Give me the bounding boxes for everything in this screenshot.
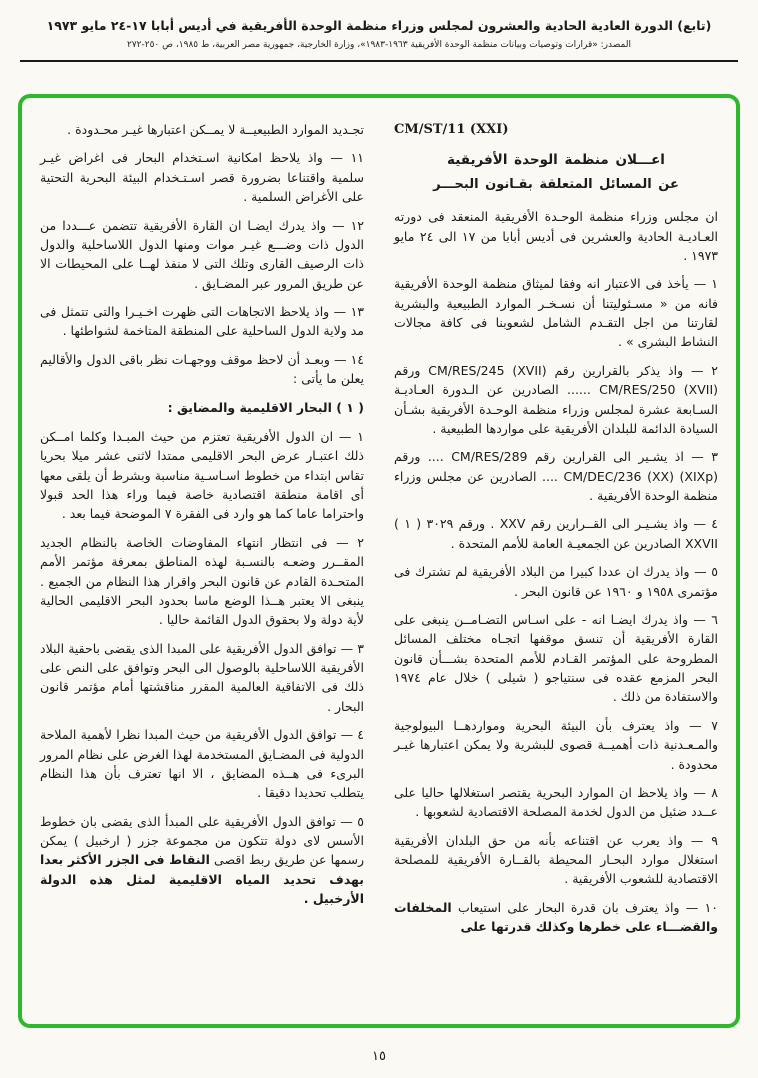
paragraph-2: ٢ — واذ يذكر بالقرارين رقم CM/RES/245 (XVII) ورقم CM/RES/250 (XVII) ...... الصادرين عن الـدورة العـاديـة السـابعة عشرة لمجلس وزراء منظمة الوحـدة الأفريقية بشـأن السيادة الدائمة للبلدان الأفريقية على مواردها الطبيعية . <box>394 362 719 436</box>
header-title: (تابع) الدورة العادية الحادية والعشرون لمجلس وزراء منظمة الوحدة الأفريقية في أديس أبابا ١٧-٢٤ مايو ١٩٧٣ <box>46 18 712 33</box>
paragraph-1: ١ — يأخذ فى الاعتبار انه وفقا لميثاق منظمة الوحدة الأفريقية فانه من « مسـئوليتنا أن نسـخـر الموارد الطبيعية والبشرية لقارتنا من اجل التقـدم الشامل لشعوبنا فى كافة مجالات النشاط البشرى » . <box>394 276 718 350</box>
document-title-line2: عن المسائل المتعلقة بقـانون البحـــر <box>433 177 679 193</box>
section-paragraph-1: ١ — ان الدول الأفريقية تعتزم من حيث المبـدا وكلما امــكن ذلك اعتبـار عرض البحر الاقليمى ممتدا لاثنى عشر ميلا بحريا تقاس ابتداء من خطوط اسـاسـية مناسبة وبشرط أن يلقى معها أى اقامة منطقة اقتصادية خاصة فيما وراء هذا الحد قبولا واحتراما عاما كما هو وارد فى الفقرة ٧ الموضحة فيما بعد . <box>40 428 364 522</box>
paragraph-11: ١١ — واذ يلاحظ امكانية اسـتخدام البحار فى اغراض غيـر سلمية واقتناعا بضرورة قصر اسـتـخدام البيئة البحرية التحتية على الأغراض السلمية . <box>40 150 364 205</box>
paragraph-bold-text: النقاط فى الجزر الأكثر بعدا بهدف تحديد المياه الاقليمية لمثل هذه الدولة الأرخبيل . <box>40 852 364 907</box>
paragraph-7: ٧ — واذ يعترف بأن البيئة البحرية ومواردهــا البيولوجية والمـعـدنية ذات أهميــة قصوى للبشرية ولا يمكن اعتبارها غيـر محدودة . <box>394 717 718 772</box>
header-divider <box>20 60 738 62</box>
paragraph-8: ٨ — واذ يلاحظ ان الموارد البحرية يقتصر استغلالها حاليا على عــدد ضئيل من الدول لخدمة المصلحة الاقتصادية لشعوبها . <box>394 784 718 820</box>
intro-paragraph: ان مجلس وزراء منظمة الوحـدة الأفريقية المنعقد فى دورته العـاديـة الحادية والعشرين فى أديس أبابا من ١٧ الى ٢٤ مايو ١٩٧٣ . <box>394 209 718 263</box>
page-number: ١٥ <box>372 1049 386 1064</box>
paragraph-12: ١٢ — واذ يدرك ايضـا ان القارة الأفريقية تتضمن عـــددا من الدول ذات وضـــع غيـر موات ومنها الدول اللاساحلية والدول ذات الرصيف القارى وتلك التى لا منفذ لهــا على المحيطات الا عن طريق المرور عبر المضـايق . <box>40 217 364 291</box>
page-header <box>0 0 758 62</box>
content-border-box <box>18 94 740 1028</box>
paragraph-text: ١٠ — واذ يعترف بان قدرة البحار على استيعاب <box>451 899 718 915</box>
header-source: المصدر: «قرارات وتوصيات وبيانات منظمة الوحدة الأفريقية ١٩٦٣-١٩٨٣»، وزارة الخارجية، جمهورية مصر العربية، ط ١٩٨٥، ص ٢٥٠-٢٧٢ <box>127 40 631 50</box>
columns <box>40 120 718 1010</box>
paragraph-9: ٩ — واذ يعرب عن اقتناعه بأنه من حق البلدان الأفريقية استغلال موارد البحـار المحيطة بالقــارة الأفريقية للمصلحة الاقتصادية للشعوب الأفريقية . <box>394 832 718 887</box>
paragraph-13: ١٣ — واذ يلاحظ الاتجاهات التى ظهرت اخـيـرا والتى تتمثل فى مد ولاية الدول الساحلية على المنطقة المتاخمة لشواطئها . <box>40 304 364 339</box>
paragraph-bold-text: المخلفات والقضـــاء على خطرها وكذلك قدرتها على <box>394 899 718 935</box>
left-column <box>40 120 364 1010</box>
section-paragraph-5 <box>40 812 364 909</box>
paragraph-3: ٣ — اذ يشـير الى القرارين رقم CM/RES/289 .... ورقم CM/DEC/236 (XX) (XIXp) .... الصادرين عن مجلس وزراء منظمة الوحدة الأفريقية . <box>394 449 719 504</box>
right-column <box>394 120 718 1010</box>
section-paragraph-3: ٣ — توافق الدول الأفريقية على المبدا الذى يقضى باحقية البلاد الأفريقية اللاساحلية بالوصول الى البحر وتوافق على النص على ذلك فى الاتفاقية العالمية المقرر مناقشتها أمام مؤتمر قانون البحار . <box>40 640 364 714</box>
section-paragraph-2: ٢ — فى انتظار انتهاء المفاوضات الخاصة بالنظام الجديد المقــرر وضعـه بالنسـبة لهذه المناطق بمعرفة مؤتمر الأمم المتحـدة القادم عن قانون البحر واقرار هذا النظام من الجميع . ينبغى الا يعتبر هــذا الوضع ماسا بحدود البحر الاقليمى الحالية لأية دولة ولا بحقوق الدول القائمة حاليا . <box>40 534 364 628</box>
paragraph-6: ٦ — واذ يدرك ايضـا انه - على اسـاس التضـامــن ينبغى على القارة الأفريقية أن تنسق موقفها اتجـاه مختلف المسائل المطروحة على المؤتمر القـادم للأمم المتحدة بشـــأن قانون البحر المزمع عقده فى سنتياجو ( شيلى ) خلال عام ١٩٧٤ والاستفادة من ذلك . <box>394 611 718 705</box>
section-heading: ( ١ ) البحار الاقليمية والمضايق : <box>167 399 364 415</box>
section-paragraph-4: ٤ — توافق الدول الأفريقية من حيث المبدا نظرا لأهمية الملاحة الدولية فى المضـايق المستخدمة لهذا الغرض على نظام المرور البرىء فى هــذه المضايق ، الا انها تعترف بأن هذا النظام يتطلب تحديدا دقيقا . <box>40 727 364 801</box>
paragraph-10 <box>394 898 718 937</box>
document-ref-code: CM/ST/11 (XXI) <box>394 122 509 137</box>
paragraph-4: ٤ — واذ يشـيـر الى القــرارين رقم XXV . ورقم ٣٠٢٩ ( ١ ) XXVII الصادرين عن الجمعيـة العامة للأمم المتحدة . <box>394 516 718 551</box>
paragraph-14: ١٤ — وبعـد أن لاحظ موقف ووجهـات نظر باقى الدول والأقاليم يعلن ما يأتى : <box>40 351 364 387</box>
continuation-paragraph: تجـديد الموارد الطبيعيــة لا يمــكن اعتبارها غيـر محـدودة . <box>67 122 364 137</box>
paragraph-5: ٥ — واذ يدرك ان عددا كبيرا من البلاد الأفريقية لم تشترك فى مؤتمرى ١٩٥٨ و ١٩٦٠ عن قانون البحر . <box>394 564 718 599</box>
paragraph-text: ٥ — توافق الدول الأفريقية على المبدأ الذى يقضى بان خطوط الأسس لاى دولة تتكون من مجموعة جزر ( ارخبيل ) يمكن رسمها عن طريق ربط اقصى <box>40 813 364 868</box>
document-title-line1: اعـــلان منظمة الوحدة الأفريقية <box>447 152 665 169</box>
